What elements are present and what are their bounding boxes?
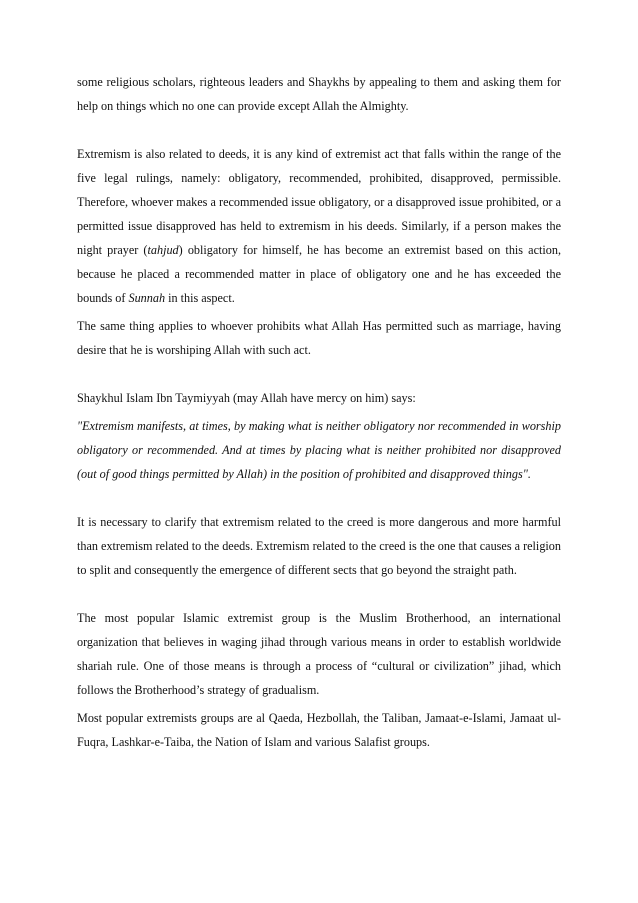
term-sunnah: Sunnah (128, 291, 166, 305)
paragraph-ibn-taymiyyah-intro: Shaykhul Islam Ibn Taymiyyah (may Allah have mercy on him) says: (77, 391, 416, 405)
paragraph-marriage: The same thing applies to whoever prohibits what Allah Has permitted such as marriage, having desire that he is worshiping Allah with such act. (77, 319, 561, 357)
document-page (77, 70, 561, 754)
deeds-text-c: in this aspect. (165, 291, 235, 305)
deeds-text-a: Extremism is also related to deeds, it is any kind of extremist act that falls within the range of the five legal rulings, namely: obligatory, recommended, prohibited, disapproved, permissible. Therefore, whoever makes a recommended issue obligatory, or a disapproved issue prohibited, or a permitted issue disapproved has held to extremism in his deeds. Similarly, if a person makes the night prayer ( (77, 147, 561, 257)
paragraph-groups: Most popular extremists groups are al Qaeda, Hezbollah, the Taliban, Jamaat-e-Islami, Jamaat ul-Fuqra, Lashkar-e-Taiba, the Nation of Islam and various Salafist groups. (77, 711, 561, 749)
paragraph-deeds (77, 142, 561, 310)
quote-text: "Extremism manifests, at times, by making what is neither obligatory nor recommended in worship obligatory or recommended. And at times by placing what is neither prohibited nor disapproved (out of good things permitted by Allah) in the position of prohibited and disapproved things". (77, 419, 561, 481)
paragraph-scholars: some religious scholars, righteous leaders and Shaykhs by appealing to them and asking them for help on things which no one can provide except Allah the Almighty. (77, 75, 561, 113)
term-tahjud: tahjud (147, 243, 179, 257)
paragraph-quote (77, 414, 561, 486)
paragraph-creed: It is necessary to clarify that extremism related to the creed is more dangerous and more harmful than extremism related to the deeds. Extremism related to the creed is the one that causes a religion to split and consequently the emergence of different sects that go beyond the straight path. (77, 515, 561, 577)
paragraph-brotherhood: The most popular Islamic extremist group is the Muslim Brotherhood, an international organization that believes in waging jihad through various means in order to establish worldwide shariah rule. One of those means is through a process of “cultural or civilization” jihad, which follows the Brotherhood’s strategy of gradualism. (77, 611, 561, 697)
deeds-text-b: ) obligatory for himself, he has become an extremist based on this action, because he placed a recommended matter in place of obligatory one and he has exceeded the bounds of (77, 243, 561, 305)
